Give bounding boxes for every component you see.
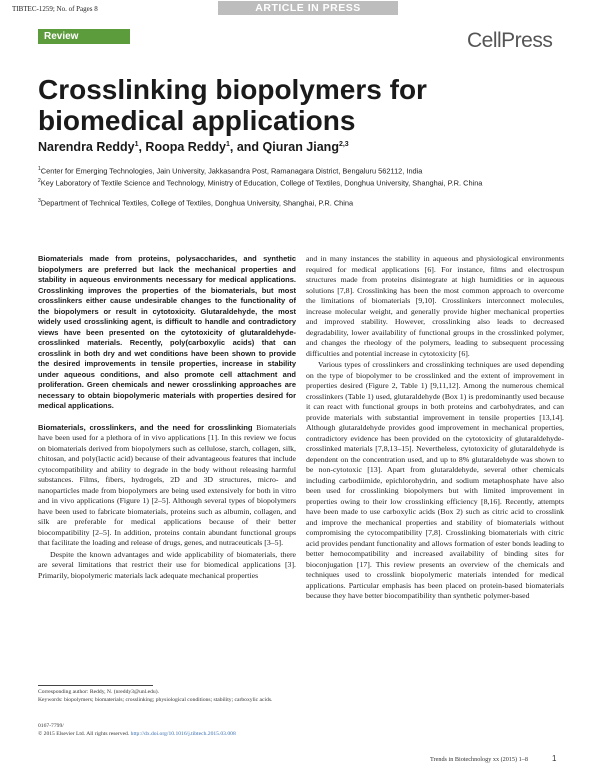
author-separator: , and <box>229 140 263 154</box>
section-heading: Biomaterials, crosslinkers, and the need for crosslinking <box>38 422 253 432</box>
cellpress-logo: CellPress <box>467 29 553 52</box>
left-column <box>38 254 296 581</box>
affiliation <box>38 165 563 176</box>
article-in-press-banner: ARTICLE IN PRESS <box>218 1 398 15</box>
affiliation-text: Center for Emerging Technologies, Jain University, Jakkasandra Post, Ramanagara District, Bengaluru 562112, India <box>40 166 423 176</box>
body-paragraph <box>38 423 296 549</box>
doi-link[interactable]: http://dx.doi.org/10.1016/j.tibtech.2015.03.008 <box>130 731 236 737</box>
author-affil-marker: 1 <box>134 140 139 148</box>
corresponding-author-note: Corresponding author: Reddy, N. (nreddy3@unl.edu). <box>38 689 159 695</box>
affiliation-text: Key Laboratory of Textile Science and Technology, Ministry of Education, College of Textiles, Donghua University, Shanghai, P.R. China <box>40 178 483 188</box>
affiliation <box>38 177 563 188</box>
author-affil-marker: 1 <box>225 140 230 148</box>
affiliation-marker: 1 <box>38 166 41 172</box>
top-bar <box>0 0 600 18</box>
copyright-note <box>38 731 296 739</box>
author-name: Qiuran Jiang <box>262 140 339 154</box>
author-list <box>38 140 349 154</box>
body-paragraph: Despite the known advantages and wide applicability of biomaterials, there are several limitations that restrict their use for biomedical applications [3]. Primarily, biopolymeric materials lack adequate mechanical properties <box>38 549 296 580</box>
footnote-divider <box>38 685 153 686</box>
article-title: Crosslinking biopolymers for biomedical applications <box>38 74 427 136</box>
body-paragraph: and in many instances the stability in aqueous and physiological environments required for medical applications [6]. For instance, films and electrospun structures made from proteins disintegrate at high humidities or in aqueous solutions [7,8]. Crosslinking has been the most common approach to overcome the limitations of biomaterials [9,10]. Crosslinkers interconnect molecules, increase molecular weight, and generally provide higher mechanical properties and improved stability. However, crosslinking also leads to decreased degradability, lower availability of functional groups in the crosslinked polymer, and changes the rheology of the polymers, leading to subsequent processing difficulties and potential increase in cytotoxicity [6]. <box>306 254 564 358</box>
affiliation-marker: 3 <box>38 198 41 204</box>
page-number: 1 <box>552 754 557 763</box>
paragraph-text: Biomaterials have been used for a plethora of in vivo applications [1]. In this review we focus on biomaterials derived from biopolymers such as cellulose, starch, collagen, silk, chitosan, and poly(lactic acid) because of their advantageous features that include cytocompatibility and ability to degrade in the body without releasing harmful substances. Films, fibers, hydrogels, 2D and 3D structures, micro- and nanoparticles made from biopolymers are being used extensively for both in vitro and in vivo applications (Figure 1) [2–5]. Although several types of biopolymers have been used to fabricate biomaterials, proteins such as albumin, collagen, and silk are preferable for medical applications because of their better biocompatibility [2–5]. In addition, proteins contain abundant functional groups that facilitate the loading and release of drugs, genes, and nutraceuticals [3–5]. <box>38 422 296 547</box>
copyright-text: © 2015 Elsevier Ltd. All rights reserved. <box>38 731 130 737</box>
affiliation-marker: 2 <box>38 178 41 184</box>
author-affil-marker: 2,3 <box>338 140 349 148</box>
article-id-line: TIBTEC-1259; No. of Pages 8 <box>12 5 98 13</box>
section-tag: Review <box>38 29 130 44</box>
body-paragraph: Various types of crosslinkers and crosslinking techniques are used depending on the type of biopolymer to be crosslinked and the extent of improvement in properties desired (Figure 2, Table 1) [9,11,12]. Among the numerous chemical crosslinkers (Table 1) used, glutaraldehyde (Box 1) is predominantly used because it can react with functional groups in both proteins and carbohydrates, and can provide materials with substantial improvement in tensile properties [13,14]. Although glutaraldehyde provides good improvement in mechanical properties, contradictory evidence has been provided on the cytotoxicity of glutaraldehyde-crosslinked materials [7,8,13–15]. Nevertheless, cytotoxicity of glutaraldehyde is dependent on the concentration used, and up to 8% glutaraldehyde was shown to be non-cytotoxic [13]. Apart from glutaraldehyde, several other chemicals including carbodiimide, epichlorohydrin, and sodium metaphosphate have also been used for crosslinking biopolymers but with limited improvement in properties owing to their low crosslinking efficiency [8,16]. Recently, attempts have been made to use carboxylic acids (Box 2) such as citric acid to crosslink and improve the mechanical properties and stability of biomaterials without compromising the cytocompatibility [7,8]. Crosslinking biomaterials with citric acid provides pendant functionality and allows formation of ester bonds leading to better hemocompatibility and increased availability of binding sites for bioconjugation [17]. This review presents an overview of the chemicals and techniques used to crosslink biopolymeric materials intended for medical applications. Particular emphasis has been placed on protein-based biomaterials because they have better biocompatibility than synthetic polymer-based <box>306 360 564 600</box>
issn-note: 0167-7799/ <box>38 723 64 729</box>
affiliation-text: Department of Technical Textiles, College of Textiles, Donghua University, Shanghai, P.R. China <box>40 198 354 208</box>
abstract: Biomaterials made from proteins, polysaccharides, and synthetic biopolymers are preferred but lack the mechanical properties and stability in aqueous environments necessary for medical applications. Crosslinking improves the properties of the biomaterials, but most crosslinkers either cause undesirable changes to the functionality of the biopolymers or result in cytotoxicity. Glutaraldehyde, the most widely used crosslinking agent, is difficult to handle and contradictory views have been presented on the cytotoxicity of glutaraldehyde-crosslinked materials. Recently, poly(carboxylic acids) that can crosslink in both dry and wet conditions have been shown to provide the desired improvements in tensile properties, increase in stability under aqueous conditions, and also promote cell attachment and proliferation. Green chemicals and newer crosslinking approaches are necessary to obtain biopolymeric materials with properties desired for medical applications. <box>38 254 296 410</box>
author-name: Narendra Reddy <box>38 140 135 154</box>
affiliation <box>38 197 563 208</box>
author-name: Roopa Reddy <box>145 140 226 154</box>
author-separator: , <box>138 140 146 154</box>
journal-citation: Trends in Biotechnology xx (2015) 1–8 <box>430 756 528 763</box>
keywords-note: Keywords: biopolymers; biomaterials; crosslinking; physiological conditions; stability; carboxylic acids. <box>38 697 273 703</box>
right-column <box>306 254 564 602</box>
